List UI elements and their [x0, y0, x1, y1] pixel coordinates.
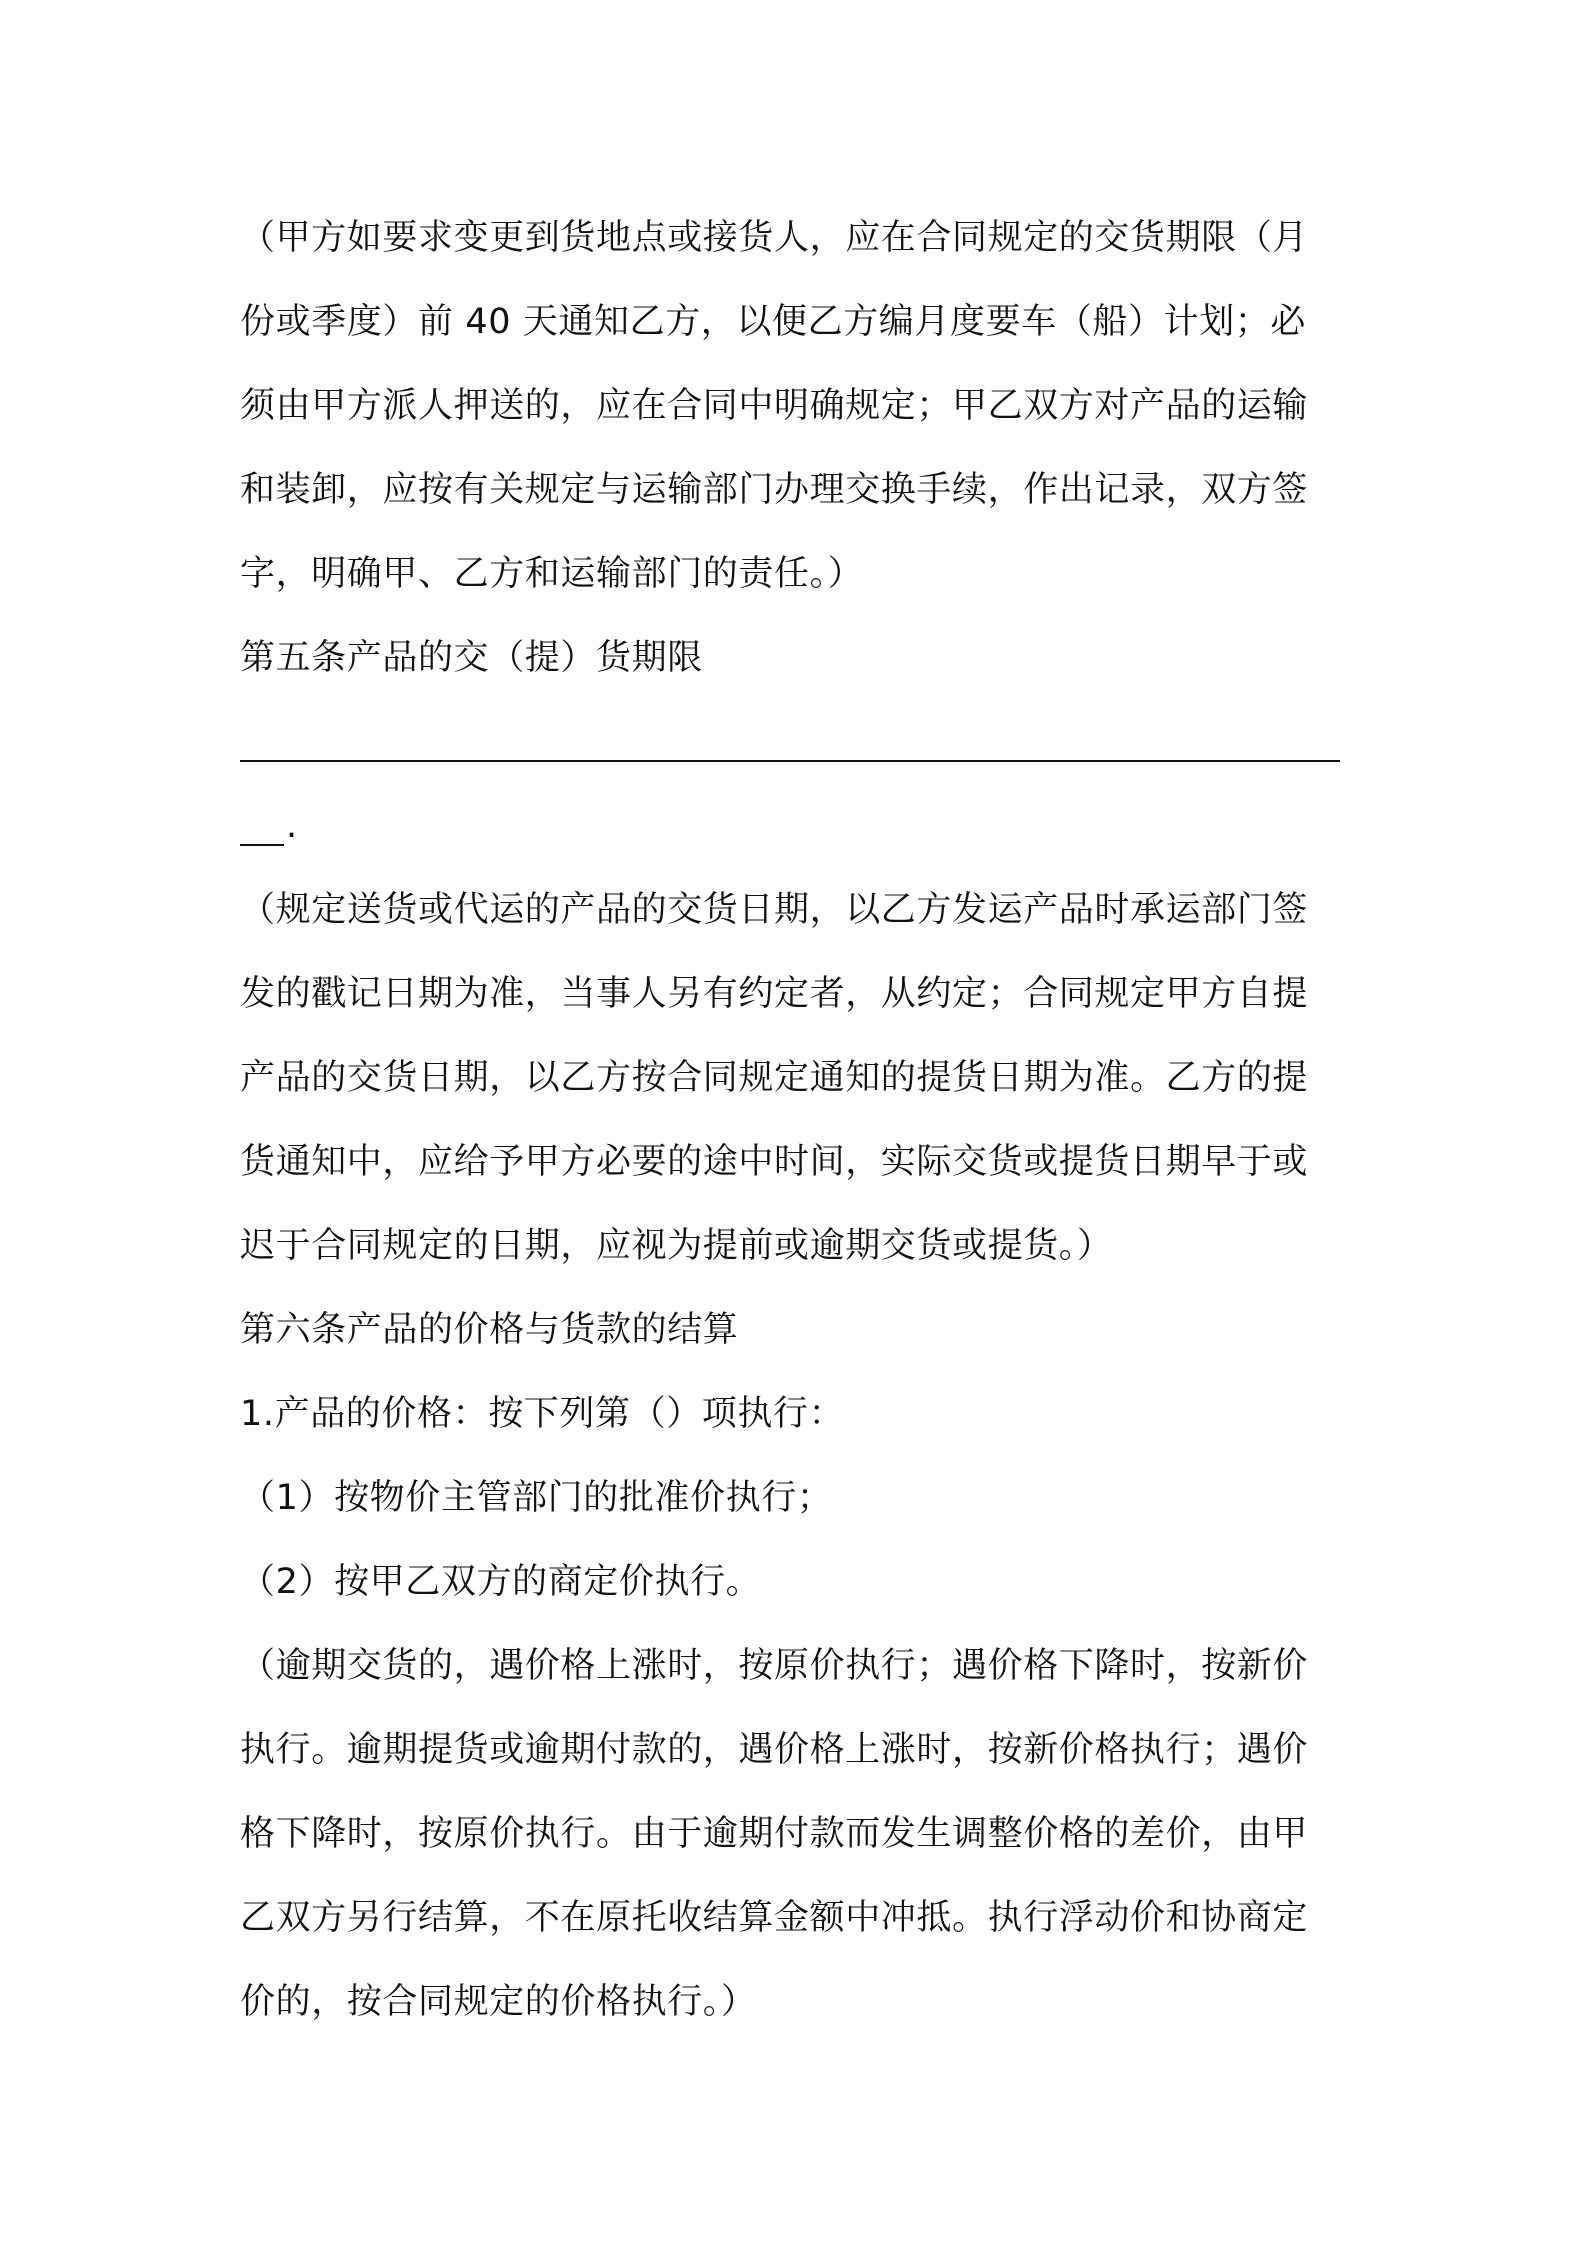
- blank-continuation: [240, 784, 1360, 868]
- text-line: 和装卸，应按有关规定与运输部门办理交换手续，作出记录，双方签: [240, 470, 1309, 510]
- text-line: 货通知中，应给予甲方必要的途中时间，实际交货或提货日期早于或: [240, 1142, 1309, 1182]
- fill-in-blank: [240, 700, 1360, 784]
- text-line: （甲方如要求变更到货地点或接货人，应在合同规定的交货期限（月: [240, 218, 1309, 258]
- clause-option: （2）按甲乙双方的商定价执行。: [240, 1562, 762, 1602]
- article-heading: 第六条产品的价格与货款的结算: [240, 1310, 739, 1350]
- text-line: （规定送货或代运的产品的交货日期，以乙方发运产品时承运部门签: [240, 890, 1309, 930]
- blank-underline-short: [240, 844, 284, 846]
- text-line: 迟于合同规定的日期，应视为提前或逾期交货或提货。）: [240, 1226, 1113, 1266]
- text-line: 价的，按合同规定的价格执行。）: [240, 1982, 757, 2022]
- text-line: 须由甲方派人押送的，应在合同中明确规定；甲乙双方对产品的运输: [240, 386, 1309, 426]
- text-line: 字，明确甲、乙方和运输部门的责任。）: [240, 554, 864, 594]
- text-line: 执行。逾期提货或逾期付款的，遇价格上涨时，按新价格执行；遇价: [240, 1730, 1309, 1770]
- article-heading: 第五条产品的交（提）货期限: [240, 638, 703, 678]
- text-line: 发的戳记日期为准，当事人另有约定者，从约定；合同规定甲方自提: [240, 974, 1309, 1014]
- clause-item: 1.产品的价格：按下列第（）项执行：: [240, 1394, 845, 1434]
- text-line: 份或季度）前 40 天通知乙方，以便乙方编月度要车（船）计划；必: [240, 302, 1306, 342]
- blank-underline: [240, 760, 1340, 762]
- document-body: [240, 196, 1360, 2044]
- blank-end-mark: .: [286, 806, 298, 846]
- text-line: 格下降时，按原价执行。由于逾期付款而发生调整价格的差价，由甲: [240, 1814, 1309, 1854]
- text-line: 乙双方另行结算，不在原托收结算金额中冲抵。执行浮动价和协商定: [240, 1898, 1309, 1938]
- text-line: （逾期交货的，遇价格上涨时，按原价执行；遇价格下降时，按新价: [240, 1646, 1309, 1686]
- clause-option: （1）按物价主管部门的批准价执行；: [240, 1478, 833, 1518]
- text-line: 产品的交货日期，以乙方按合同规定通知的提货日期为准。乙方的提: [240, 1058, 1309, 1098]
